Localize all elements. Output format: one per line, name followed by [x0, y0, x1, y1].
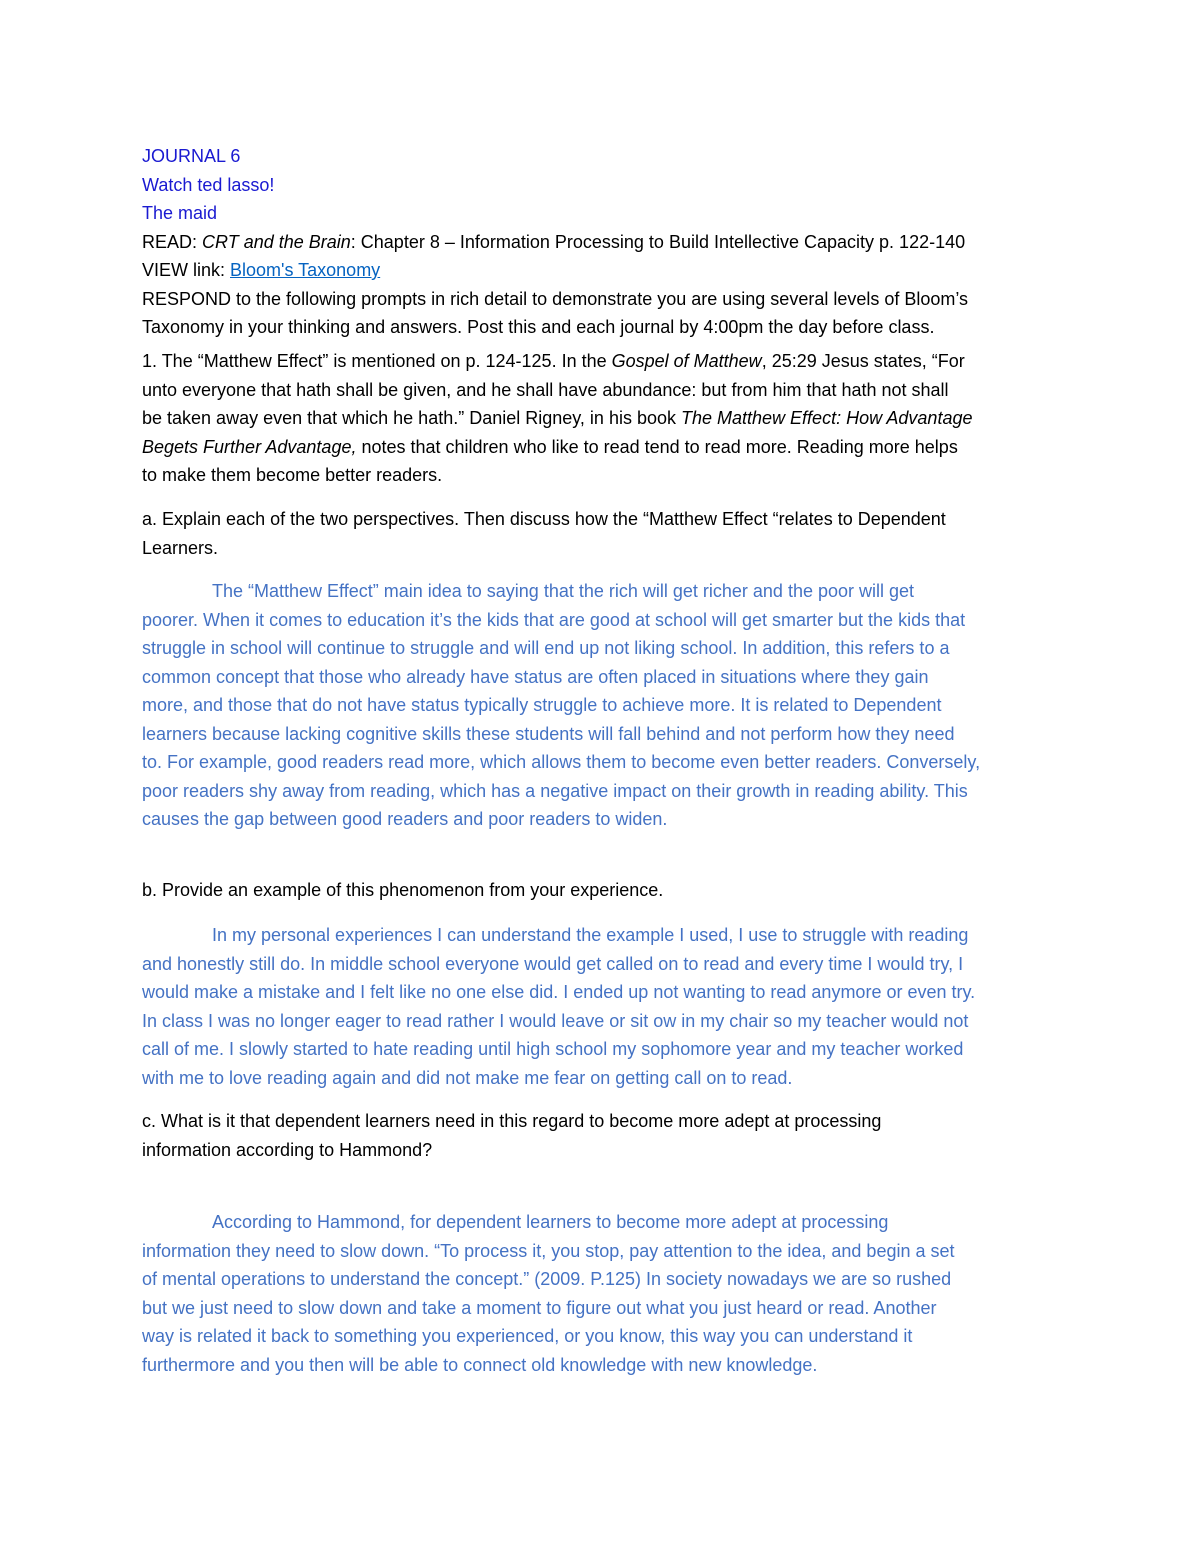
prompt-1-text: 1. The “Matthew Effect” is mentioned on p. 124-125. In the	[142, 351, 612, 371]
prompt-1-text: to make them become better readers.	[142, 465, 443, 485]
answer-c	[142, 1208, 1072, 1379]
answer-c-line: furthermore and you then will be able to connect old knowledge with new knowledge.	[142, 1354, 818, 1375]
respond-line-1: RESPOND to the following prompts in rich detail to demonstrate you are using several levels of Bloom’s	[142, 288, 969, 309]
blooms-taxonomy-link[interactable]: Bloom's Taxonomy	[230, 260, 381, 280]
answer-c-line: According to Hammond, for dependent learners to become more adept at processing	[212, 1212, 889, 1232]
answer-a-line: more, and those that do not have status typically struggle to achieve more. It is related to Dependent	[142, 695, 942, 715]
view-label: VIEW link:	[142, 260, 231, 280]
read-line	[142, 228, 1072, 257]
answer-b-line: with me to love reading again and did not make me fear on getting call on to read.	[142, 1067, 793, 1088]
answer-b-line: In class I was no longer eager to read rather I would leave or sit ow in my chair so my teacher would not	[142, 1010, 969, 1031]
question-a-line: Learners.	[142, 537, 219, 558]
view-line	[142, 256, 1072, 285]
question-a	[142, 505, 1072, 562]
answer-b-line: In my personal experiences I can understand the example I used, I use to struggle with reading	[212, 925, 969, 945]
question-c-line: information according to Hammond?	[142, 1139, 433, 1160]
answer-c-line: way is related it back to something you experienced, or you know, this way you can understand it	[142, 1326, 913, 1346]
respond-line-2: Taxonomy in your thinking and answers. Post this and each journal by 4:00pm the day before class.	[142, 317, 935, 337]
answer-b	[142, 921, 1072, 1092]
gospel-title: Gospel of Matthew	[611, 351, 762, 371]
book-title: Begets Further Advantage,	[142, 436, 357, 457]
prompt-1-text: , 25:29 Jesus states, “For	[761, 351, 965, 371]
prompt-1-text: notes that children who like to read tend to read more. Reading more helps	[356, 436, 958, 457]
question-b-line: b. Provide an example of this phenomenon from your experience.	[142, 880, 664, 900]
answer-c-line: of mental operations to understand the concept.” (2009. P.125) In society nowadays we are so rushed	[142, 1269, 952, 1289]
answer-a-line: causes the gap between good readers and poor readers to widen.	[142, 809, 668, 829]
prompt-1	[142, 347, 1072, 490]
question-c-line: c. What is it that dependent learners need in this regard to become more adept at processing	[142, 1111, 882, 1131]
answer-a-line: poor readers shy away from reading, which has a negative impact on their growth in reading ability. This	[142, 780, 968, 801]
answer-a-line: struggle in school will continue to struggle and will end up not liking school. In addition, this refers to a	[142, 638, 950, 658]
answer-a-line: to. For example, good readers read more, which allows them to become even better readers. Conversely,	[142, 752, 981, 772]
journal-title: JOURNAL 6	[142, 146, 241, 166]
header-block	[142, 142, 1072, 342]
note-ted-lasso: Watch ted lasso!	[142, 174, 275, 195]
answer-a-line: common concept that those who already have status are often placed in situations where they gain	[142, 666, 929, 687]
read-book-title: CRT and the Brain	[202, 231, 351, 252]
answer-b-line: call of me. I slowly started to hate reading until high school my sophomore year and my teacher worked	[142, 1039, 964, 1059]
answer-a-line: The “Matthew Effect” main idea to saying that the rich will get richer and the poor will get	[212, 581, 915, 601]
question-b	[142, 876, 1072, 905]
answer-a-line: learners because lacking cognitive skills these students will fall behind and not perform how they need	[142, 723, 955, 744]
prompt-1-text: unto everyone that hath shall be given, and he shall have abundance: but from him that hath not shall	[142, 379, 949, 400]
answer-c-line: information they need to slow down. “To process it, you stop, pay attention to the idea, and begin a set	[142, 1240, 955, 1261]
read-label: READ:	[142, 231, 198, 252]
answer-a	[142, 577, 1072, 834]
answer-a-line: poorer. When it comes to education it’s the kids that are good at school will get smarter but the kids that	[142, 609, 966, 630]
answer-b-line: and honestly still do. In middle school everyone would get called on to read and every time I would try, I	[142, 953, 964, 974]
book-title: The Matthew Effect: How Advantage	[681, 408, 973, 428]
read-details: : Chapter 8 – Information Processing to Build Intellective Capacity p. 122-140	[350, 231, 966, 252]
prompt-1-text: be taken away even that which he hath.” Daniel Rigney, in his book	[142, 408, 681, 428]
answer-c-line: but we just need to slow down and take a moment to figure out what you just heard or read. Another	[142, 1297, 937, 1318]
note-the-maid: The maid	[142, 203, 218, 223]
question-a-line: a. Explain each of the two perspectives. Then discuss how the “Matthew Effect “relates to Dependent	[142, 509, 946, 529]
answer-b-line: would make a mistake and I felt like no one else did. I ended up not wanting to read anymore or even try.	[142, 982, 976, 1002]
question-c	[142, 1107, 1072, 1164]
